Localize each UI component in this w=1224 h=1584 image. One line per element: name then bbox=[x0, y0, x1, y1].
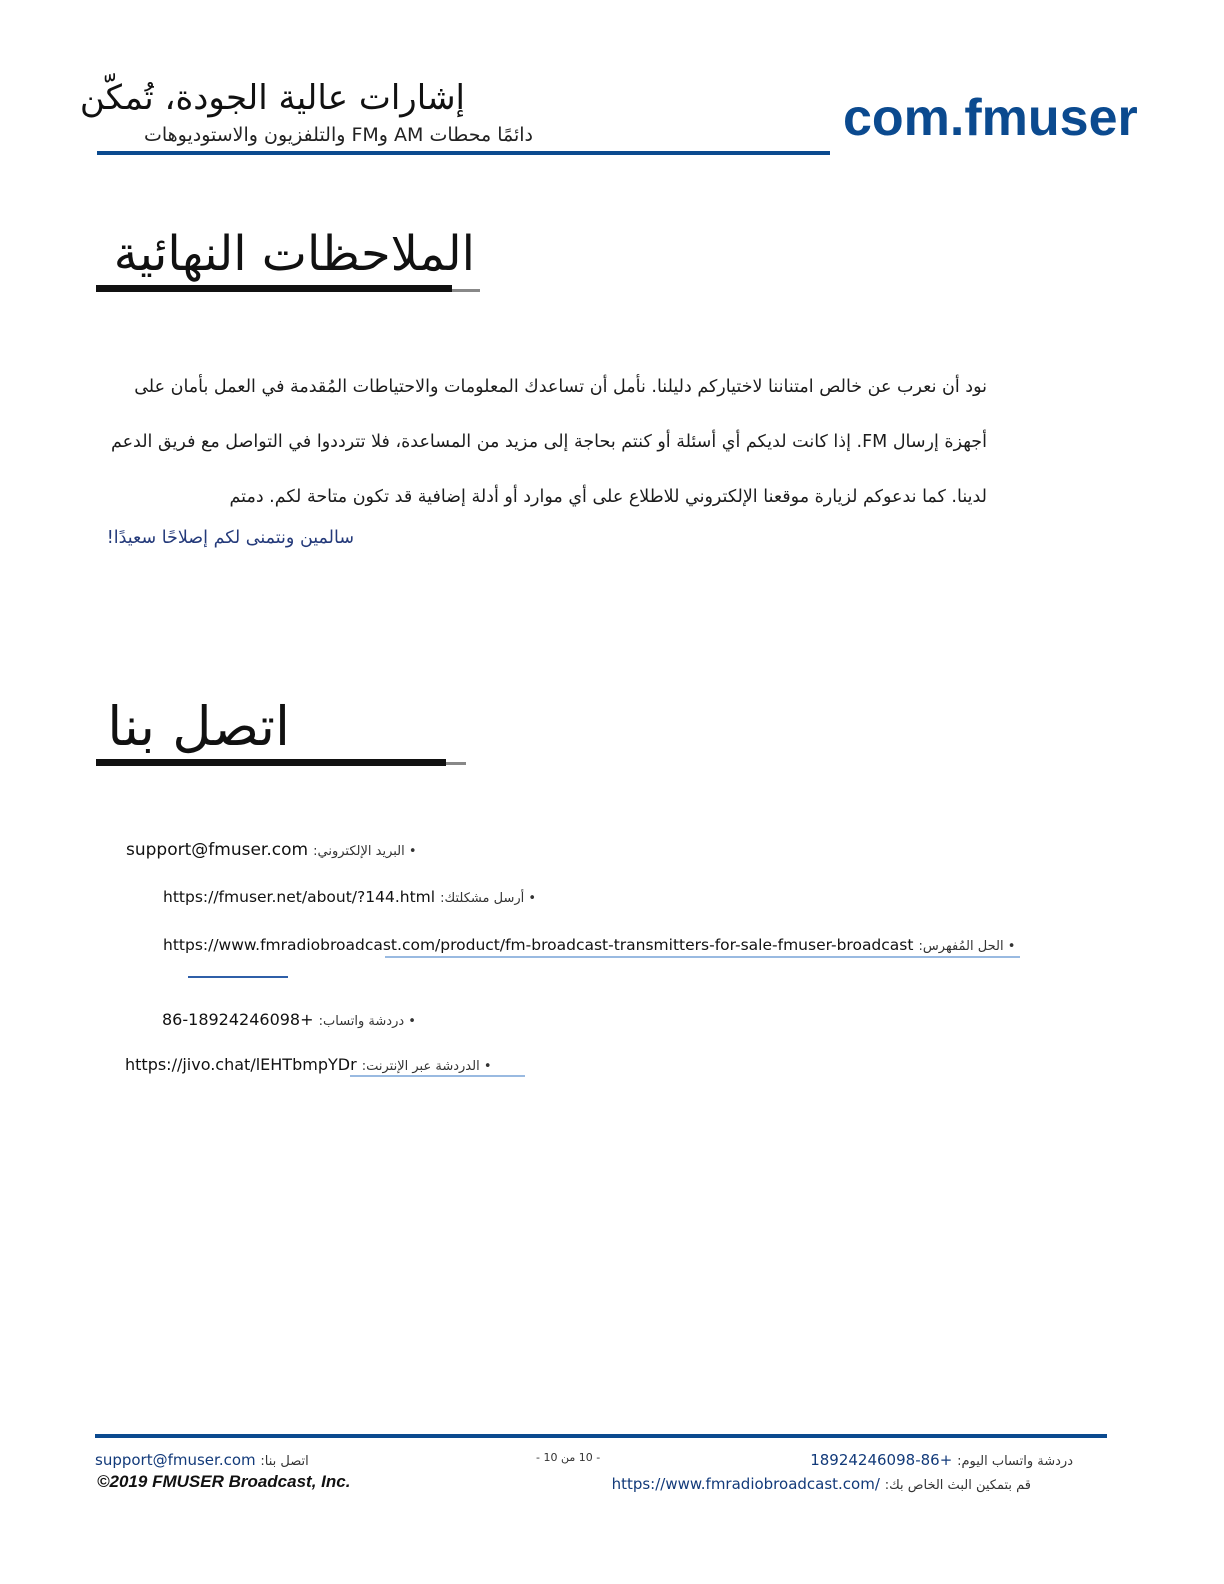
contact-issue-label: • أرسل مشكلتك: bbox=[440, 891, 537, 906]
contact-heading: اتصل بنا bbox=[107, 695, 290, 758]
contact-whatsapp-label: • دردشة واتساب: bbox=[318, 1014, 416, 1029]
footer-site-link[interactable]: https://www.fmradiobroadcast.com/ bbox=[611, 1475, 880, 1493]
footer-contact bbox=[95, 1451, 309, 1469]
contact-issue-item bbox=[163, 887, 536, 906]
brand-logo-text: com.fmuser bbox=[843, 89, 1138, 147]
header-subtitle: دائمًا محطات AM وFM والتلفزيون والاستوديوهات bbox=[143, 124, 533, 146]
heading-underline-tail bbox=[446, 762, 466, 765]
footer-contact-label: اتصل بنا: bbox=[260, 1454, 309, 1469]
contact-email-label: • البريد الإلكتروني: bbox=[313, 844, 417, 859]
final-notes-paragraph: نود أن نعرب عن خالص امتناننا لاختياركم دليلنا. نأمل أن تساعدك المعلومات والاحتياطات المُقدمة في العمل بأمان على أجهزة إرسال FM. إذا كانت لديكم أي أسئلة أو كنتم بحاجة إلى مزيد من المساعدة، فلا تترددوا في التواصل مع فريق الدعم لدينا. كما ندعوكم لزيارة موقعنا الإلكتروني للاطلاع على أي موارد أو أدلة إضافية قد تكون متاحة لكم. دمتم bbox=[110, 377, 987, 507]
contact-whatsapp-value[interactable]: +86-18924246098 bbox=[162, 1010, 314, 1029]
heading-underline bbox=[96, 759, 446, 766]
page-number: - 10 من 10 - bbox=[536, 1451, 601, 1464]
header-divider bbox=[97, 151, 830, 155]
contact-whatsapp-item bbox=[162, 1010, 416, 1029]
footer-whatsapp-value[interactable]: +86-18924246098 bbox=[810, 1451, 953, 1469]
contact-solution-item bbox=[163, 935, 1015, 954]
contact-email-item bbox=[126, 840, 417, 860]
footer-contact-email[interactable]: support@fmuser.com bbox=[95, 1451, 256, 1469]
footer-whatsapp bbox=[810, 1451, 1073, 1469]
contact-chat-label: • الدردشة عبر الإنترنت: bbox=[361, 1059, 492, 1074]
footer-site bbox=[611, 1475, 1031, 1493]
heading-underline-tail bbox=[452, 289, 480, 292]
final-notes-closing: سالمين ونتمنى لكم إصلاحًا سعيدًا! bbox=[106, 528, 354, 548]
final-notes-heading: الملاحظات النهائية bbox=[113, 226, 475, 282]
link-underline bbox=[385, 956, 1020, 958]
contact-chat-link[interactable]: https://jivo.chat/lEHTbmpYDr bbox=[125, 1055, 357, 1074]
heading-underline bbox=[96, 285, 452, 292]
contact-chat-item bbox=[125, 1055, 491, 1074]
contact-solution-label: • الحل المُفهرس: bbox=[918, 939, 1016, 954]
footer-copyright: ©2019 FMUSER Broadcast, Inc. bbox=[97, 1472, 351, 1491]
link-underline bbox=[188, 976, 288, 978]
footer-whatsapp-label: دردشة واتساب اليوم: bbox=[957, 1454, 1073, 1469]
contact-solution-link[interactable]: https://www.fmradiobroadcast.com/product/fm-broadcast-transmitters-for-sale-fmuser-broadcast bbox=[163, 936, 914, 954]
footer-divider bbox=[95, 1434, 1107, 1438]
contact-issue-link[interactable]: https://fmuser.net/about/?144.html bbox=[163, 888, 436, 906]
footer-site-label: قم بتمكين البث الخاص بك: bbox=[884, 1478, 1031, 1493]
link-underline bbox=[350, 1075, 525, 1077]
contact-email-link[interactable]: support@fmuser.com bbox=[126, 840, 309, 860]
header-title: إشارات عالية الجودة، تُمكّن bbox=[79, 78, 465, 118]
